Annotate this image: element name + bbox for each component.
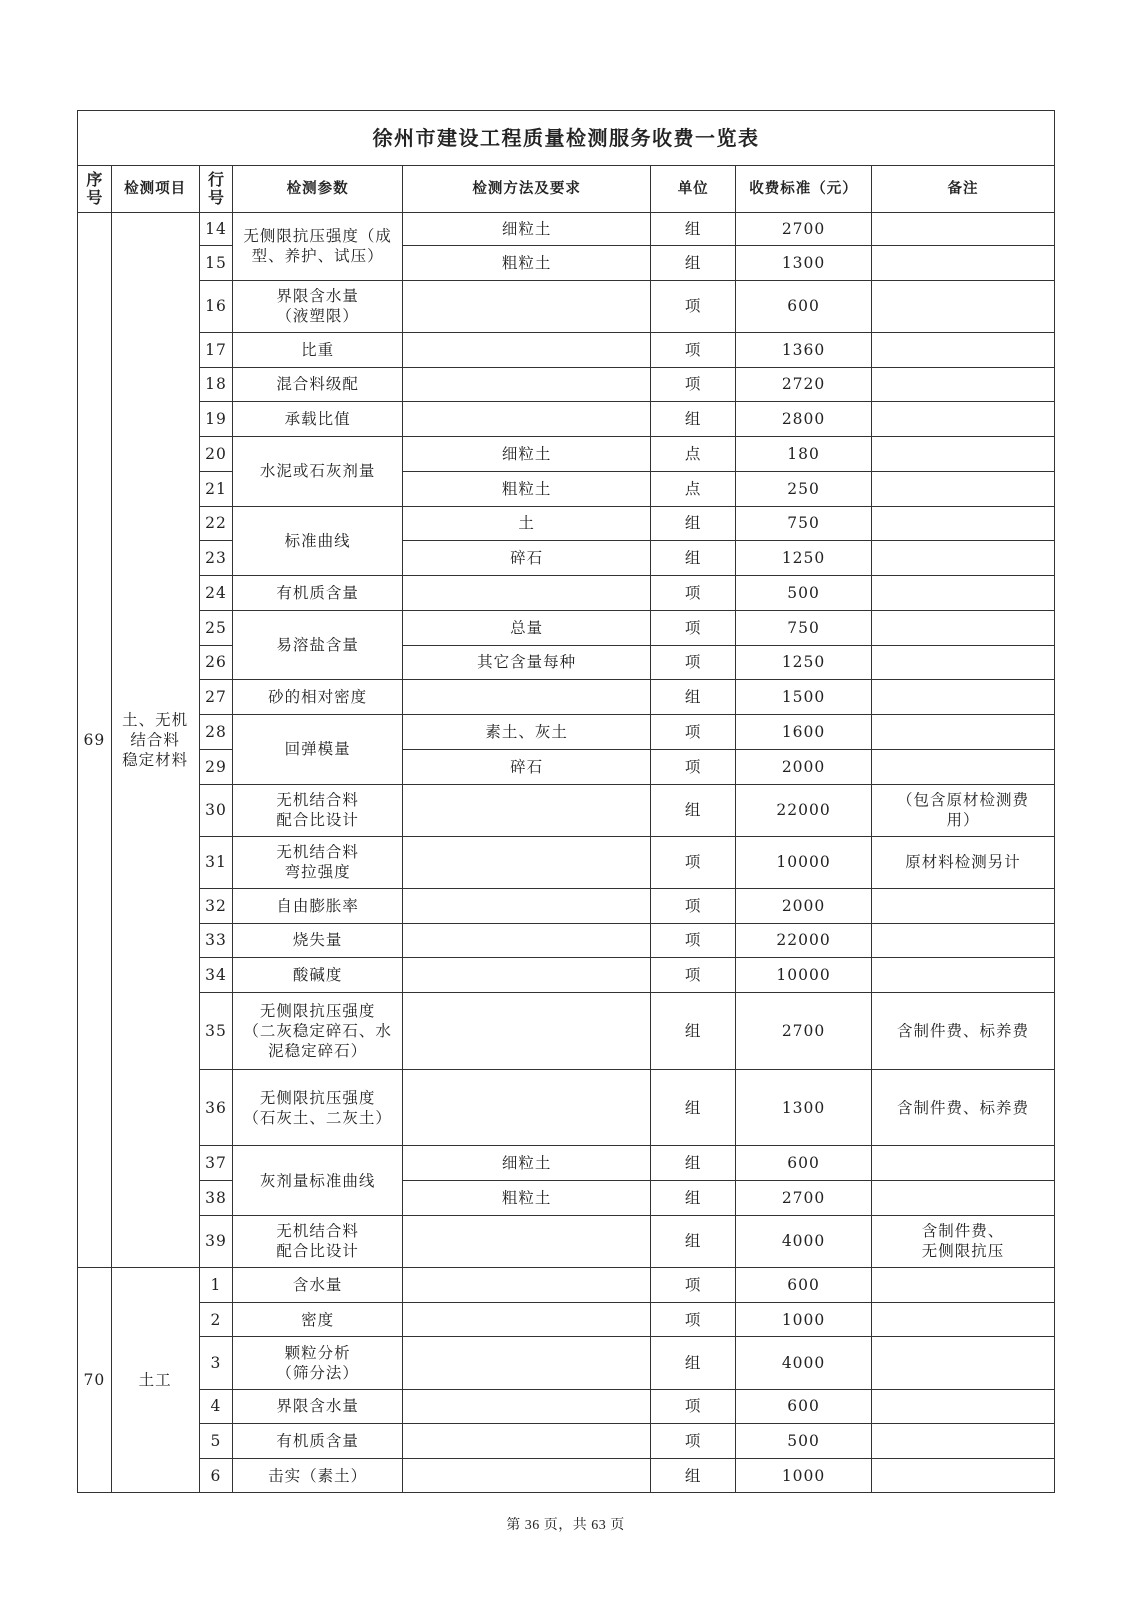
- param-cell: 标准曲线: [233, 506, 403, 576]
- header-project: 检测项目: [111, 166, 199, 213]
- fee-cell: 2000: [736, 888, 872, 923]
- row-number-cell: 26: [199, 645, 233, 680]
- table-row: [78, 1389, 1055, 1424]
- param-cell: 自由膨胀率: [233, 888, 403, 923]
- note-cell: （包含原材检测费 用）: [872, 784, 1055, 836]
- method-cell: [402, 1267, 650, 1302]
- unit-cell: 项: [651, 1424, 736, 1459]
- table-row: [78, 213, 1055, 246]
- note-cell: [872, 402, 1055, 437]
- row-number-cell: 19: [199, 402, 233, 437]
- header-note: 备注: [872, 166, 1055, 213]
- header-row-no: 行 号: [199, 166, 233, 213]
- unit-cell: 项: [651, 958, 736, 993]
- note-cell: [872, 1424, 1055, 1459]
- unit-cell: 项: [651, 576, 736, 611]
- row-number-cell: 31: [199, 836, 233, 888]
- method-cell: [402, 958, 650, 993]
- method-cell: 粗粒土: [402, 1181, 650, 1216]
- method-cell: [402, 923, 650, 958]
- fee-cell: 2700: [736, 1181, 872, 1216]
- table-row: [78, 610, 1055, 645]
- note-cell: [872, 471, 1055, 506]
- param-cell: 比重: [233, 332, 403, 367]
- param-cell: 含水量: [233, 1267, 403, 1302]
- table-row: [78, 437, 1055, 472]
- table-row: [78, 471, 1055, 506]
- page-footer: 第 36 页，共 63 页: [506, 1518, 625, 1533]
- fee-cell: 2720: [736, 367, 872, 402]
- unit-cell: 组: [651, 506, 736, 541]
- row-number-cell: 32: [199, 888, 233, 923]
- param-cell: 承载比值: [233, 402, 403, 437]
- param-cell: 水泥或石灰剂量: [233, 437, 403, 507]
- unit-cell: 项: [651, 610, 736, 645]
- row-number-cell: 16: [199, 280, 233, 332]
- unit-cell: 项: [651, 645, 736, 680]
- header-seq: 序 号: [78, 166, 112, 213]
- table-row: [78, 958, 1055, 993]
- row-number-cell: 3: [199, 1337, 233, 1389]
- note-cell: [872, 245, 1055, 280]
- note-cell: [872, 332, 1055, 367]
- method-cell: [402, 836, 650, 888]
- note-cell: [872, 645, 1055, 680]
- method-cell: 碎石: [402, 749, 650, 784]
- method-cell: [402, 1459, 650, 1493]
- method-cell: 细粒土: [402, 437, 650, 472]
- row-number-cell: 35: [199, 993, 233, 1070]
- row-number-cell: 22: [199, 506, 233, 541]
- fee-cell: 4000: [736, 1215, 872, 1267]
- unit-cell: 组: [651, 784, 736, 836]
- row-number-cell: 24: [199, 576, 233, 611]
- param-cell: 混合料级配: [233, 367, 403, 402]
- method-cell: [402, 332, 650, 367]
- method-cell: 其它含量每种: [402, 645, 650, 680]
- unit-cell: 组: [651, 1146, 736, 1181]
- row-number-cell: 18: [199, 367, 233, 402]
- header-fee: 收费标准（元）: [736, 166, 872, 213]
- param-cell: 烧失量: [233, 923, 403, 958]
- method-cell: [402, 888, 650, 923]
- note-cell: [872, 1302, 1055, 1337]
- fee-cell: 22000: [736, 923, 872, 958]
- table-row: [78, 993, 1055, 1070]
- note-cell: [872, 1181, 1055, 1216]
- method-cell: [402, 784, 650, 836]
- seq-cell: 70: [78, 1267, 112, 1492]
- param-cell: 砂的相对密度: [233, 680, 403, 715]
- fee-cell: 1300: [736, 1069, 872, 1146]
- unit-cell: 点: [651, 437, 736, 472]
- row-number-cell: 4: [199, 1389, 233, 1424]
- table-row: [78, 645, 1055, 680]
- table-row: [78, 506, 1055, 541]
- table-row: [78, 715, 1055, 750]
- note-cell: [872, 888, 1055, 923]
- param-cell: 密度: [233, 1302, 403, 1337]
- table-row: [78, 836, 1055, 888]
- row-number-cell: 37: [199, 1146, 233, 1181]
- note-cell: [872, 541, 1055, 576]
- method-cell: 素土、灰土: [402, 715, 650, 750]
- param-cell: 易溶盐含量: [233, 610, 403, 680]
- unit-cell: 点: [651, 471, 736, 506]
- unit-cell: 项: [651, 367, 736, 402]
- fee-cell: 10000: [736, 958, 872, 993]
- table-row: [78, 1069, 1055, 1146]
- fee-cell: 1600: [736, 715, 872, 750]
- unit-cell: 项: [651, 923, 736, 958]
- row-number-cell: 39: [199, 1215, 233, 1267]
- row-number-cell: 25: [199, 610, 233, 645]
- note-cell: [872, 923, 1055, 958]
- unit-cell: 组: [651, 213, 736, 246]
- row-number-cell: 1: [199, 1267, 233, 1302]
- unit-cell: 项: [651, 1302, 736, 1337]
- method-cell: 粗粒土: [402, 471, 650, 506]
- note-cell: 含制件费、标养费: [872, 1069, 1055, 1146]
- method-cell: [402, 1337, 650, 1389]
- note-cell: [872, 213, 1055, 246]
- row-number-cell: 23: [199, 541, 233, 576]
- fee-cell: 1000: [736, 1302, 872, 1337]
- unit-cell: 项: [651, 715, 736, 750]
- note-cell: [872, 1146, 1055, 1181]
- unit-cell: 组: [651, 1069, 736, 1146]
- row-number-cell: 30: [199, 784, 233, 836]
- method-cell: 土: [402, 506, 650, 541]
- fee-cell: 1000: [736, 1459, 872, 1493]
- note-cell: [872, 715, 1055, 750]
- param-cell: 无侧限抗压强度（成型、养护、试压）: [233, 213, 403, 280]
- row-number-cell: 27: [199, 680, 233, 715]
- table-row: [78, 1181, 1055, 1216]
- fee-cell: 1300: [736, 245, 872, 280]
- header-unit: 单位: [651, 166, 736, 213]
- fee-cell: 22000: [736, 784, 872, 836]
- seq-cell: 69: [78, 213, 112, 1268]
- note-cell: [872, 1267, 1055, 1302]
- fee-cell: 2700: [736, 213, 872, 246]
- method-cell: 碎石: [402, 541, 650, 576]
- note-cell: [872, 367, 1055, 402]
- unit-cell: 组: [651, 402, 736, 437]
- note-cell: [872, 610, 1055, 645]
- note-cell: [872, 1459, 1055, 1493]
- method-cell: [402, 1424, 650, 1459]
- fee-cell: 1250: [736, 541, 872, 576]
- note-cell: [872, 1389, 1055, 1424]
- method-cell: [402, 280, 650, 332]
- table-row: [78, 1267, 1055, 1302]
- note-cell: [872, 576, 1055, 611]
- table-row: [78, 1337, 1055, 1389]
- row-number-cell: 34: [199, 958, 233, 993]
- unit-cell: 组: [651, 541, 736, 576]
- row-number-cell: 5: [199, 1424, 233, 1459]
- param-cell: 有机质含量: [233, 1424, 403, 1459]
- unit-cell: 组: [651, 1215, 736, 1267]
- table-row: [78, 1459, 1055, 1493]
- table-row: [78, 1215, 1055, 1267]
- table-row: [78, 923, 1055, 958]
- param-cell: 无机结合料 配合比设计: [233, 1215, 403, 1267]
- table-row: [78, 541, 1055, 576]
- method-cell: [402, 402, 650, 437]
- table-row: [78, 888, 1055, 923]
- row-number-cell: 36: [199, 1069, 233, 1146]
- unit-cell: 项: [651, 888, 736, 923]
- table-row: [78, 367, 1055, 402]
- table-row: [78, 680, 1055, 715]
- unit-cell: 项: [651, 332, 736, 367]
- header-method: 检测方法及要求: [402, 166, 650, 213]
- method-cell: [402, 367, 650, 402]
- table-row: [78, 332, 1055, 367]
- unit-cell: 项: [651, 280, 736, 332]
- param-cell: 无机结合料 弯拉强度: [233, 836, 403, 888]
- table-row: [78, 1146, 1055, 1181]
- note-cell: 原材料检测另计: [872, 836, 1055, 888]
- fee-cell: 250: [736, 471, 872, 506]
- note-cell: 含制件费、 无侧限抗压: [872, 1215, 1055, 1267]
- row-number-cell: 29: [199, 749, 233, 784]
- project-cell: 土、无机 结合料 稳定材料: [111, 213, 199, 1268]
- unit-cell: 项: [651, 1389, 736, 1424]
- row-number-cell: 38: [199, 1181, 233, 1216]
- table-row: [78, 402, 1055, 437]
- row-number-cell: 14: [199, 213, 233, 246]
- note-cell: [872, 506, 1055, 541]
- param-cell: 有机质含量: [233, 576, 403, 611]
- method-cell: 细粒土: [402, 213, 650, 246]
- note-cell: [872, 280, 1055, 332]
- method-cell: [402, 576, 650, 611]
- fee-cell: 1250: [736, 645, 872, 680]
- row-number-cell: 2: [199, 1302, 233, 1337]
- param-cell: 灰剂量标准曲线: [233, 1146, 403, 1216]
- unit-cell: 组: [651, 245, 736, 280]
- header-param: 检测参数: [233, 166, 403, 213]
- project-cell: 土工: [111, 1267, 199, 1492]
- row-number-cell: 17: [199, 332, 233, 367]
- row-number-cell: 6: [199, 1459, 233, 1493]
- method-cell: 细粒土: [402, 1146, 650, 1181]
- fee-cell: 2800: [736, 402, 872, 437]
- note-cell: [872, 749, 1055, 784]
- fee-cell: 600: [736, 1267, 872, 1302]
- note-cell: 含制件费、标养费: [872, 993, 1055, 1070]
- method-cell: [402, 1302, 650, 1337]
- fee-cell: 600: [736, 280, 872, 332]
- row-number-cell: 21: [199, 471, 233, 506]
- row-number-cell: 33: [199, 923, 233, 958]
- table-row: [78, 749, 1055, 784]
- row-number-cell: 20: [199, 437, 233, 472]
- method-cell: [402, 1069, 650, 1146]
- method-cell: [402, 1215, 650, 1267]
- param-cell: 界限含水量: [233, 1389, 403, 1424]
- method-cell: [402, 993, 650, 1070]
- method-cell: [402, 1389, 650, 1424]
- unit-cell: 项: [651, 1267, 736, 1302]
- table-row: [78, 1424, 1055, 1459]
- note-cell: [872, 437, 1055, 472]
- method-cell: 粗粒土: [402, 245, 650, 280]
- table-row: [78, 280, 1055, 332]
- unit-cell: 项: [651, 836, 736, 888]
- param-cell: 界限含水量 （液塑限）: [233, 280, 403, 332]
- fee-cell: 1360: [736, 332, 872, 367]
- fee-cell: 180: [736, 437, 872, 472]
- table-row: [78, 576, 1055, 611]
- fee-cell: 4000: [736, 1337, 872, 1389]
- fee-cell: 2000: [736, 749, 872, 784]
- unit-cell: 组: [651, 680, 736, 715]
- unit-cell: 组: [651, 1459, 736, 1493]
- method-cell: [402, 680, 650, 715]
- param-cell: 无侧限抗压强度 （石灰土、二灰土）: [233, 1069, 403, 1146]
- unit-cell: 项: [651, 749, 736, 784]
- row-number-cell: 15: [199, 245, 233, 280]
- param-cell: 无侧限抗压强度 （二灰稳定碎石、水 泥稳定碎石）: [233, 993, 403, 1070]
- fee-cell: 500: [736, 576, 872, 611]
- fee-cell: 10000: [736, 836, 872, 888]
- method-cell: 总量: [402, 610, 650, 645]
- param-cell: 无机结合料 配合比设计: [233, 784, 403, 836]
- fee-cell: 2700: [736, 993, 872, 1070]
- fee-cell: 500: [736, 1424, 872, 1459]
- unit-cell: 组: [651, 993, 736, 1070]
- note-cell: [872, 680, 1055, 715]
- param-cell: 击实（素土）: [233, 1459, 403, 1493]
- fee-table: [77, 110, 1055, 1493]
- fee-cell: 750: [736, 610, 872, 645]
- fee-cell: 750: [736, 506, 872, 541]
- table-row: [78, 784, 1055, 836]
- row-number-cell: 28: [199, 715, 233, 750]
- fee-cell: 600: [736, 1389, 872, 1424]
- param-cell: 酸碱度: [233, 958, 403, 993]
- param-cell: 回弹模量: [233, 715, 403, 785]
- unit-cell: 组: [651, 1181, 736, 1216]
- fee-cell: 600: [736, 1146, 872, 1181]
- note-cell: [872, 1337, 1055, 1389]
- note-cell: [872, 958, 1055, 993]
- unit-cell: 组: [651, 1337, 736, 1389]
- fee-cell: 1500: [736, 680, 872, 715]
- param-cell: 颗粒分析 （筛分法）: [233, 1337, 403, 1389]
- table-row: [78, 245, 1055, 280]
- table-title: 徐州市建设工程质量检测服务收费一览表: [78, 111, 1055, 166]
- table-row: [78, 1302, 1055, 1337]
